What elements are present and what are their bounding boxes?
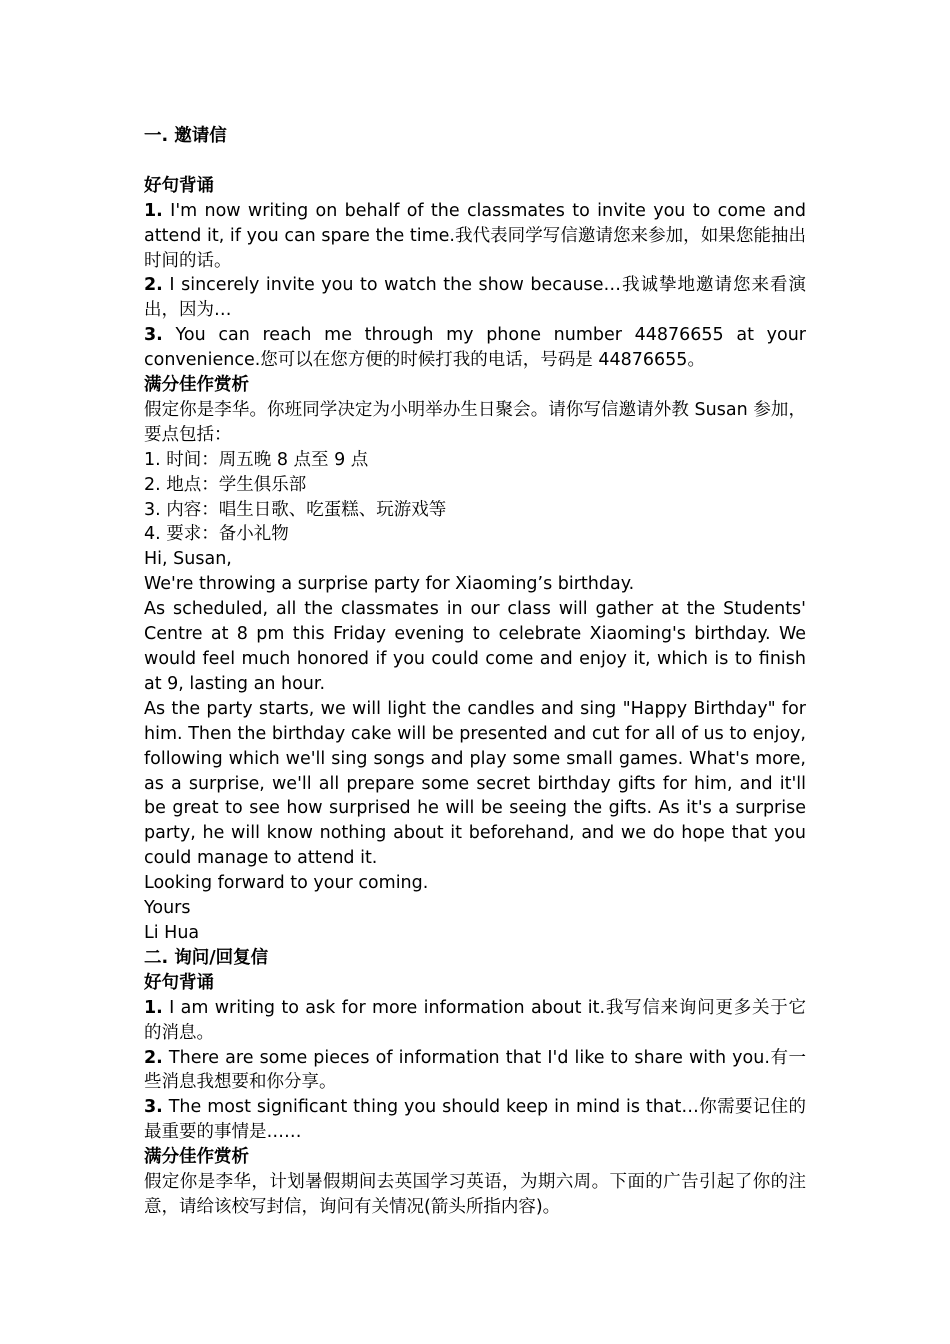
phrase-item xyxy=(144,1046,806,1096)
letter-closing: Yours xyxy=(144,898,191,919)
task-point: 4. 要求：备小礼物 xyxy=(144,524,289,545)
section-title: 一. 邀请信 xyxy=(144,126,227,146)
letter-paragraph: As scheduled, all the classmates in our class will gather at the Students' Centre at 8 pm this Friday evening to celebrate Xiaoming's birthday. We would feel much honored if you could come and enjoy it, which is to finish at 9, lasting an hour. xyxy=(144,599,806,694)
phrase-number: 2. xyxy=(144,275,163,296)
task-point: 1. 时间：周五晚 8 点至 9 点 xyxy=(144,449,369,470)
phrase-number: 1. xyxy=(144,997,163,1018)
letter-signature: Li Hua xyxy=(144,922,200,943)
sample-heading: 满分佳作赏析 xyxy=(144,375,249,396)
phrases-heading: 好句背诵 xyxy=(144,175,214,196)
task-prompt: 假定你是李华。你班同学决定为小明举办生日聚会。请你写信邀请外教 Susan 参加，要点包括： xyxy=(144,399,806,445)
task-prompt: 假定你是李华，计划暑假期间去英国学习英语，为期六周。下面的广告引起了你的注意，请给该校写封信，询问有关情况(箭头所指内容)。 xyxy=(144,1172,806,1217)
letter-paragraph: Looking forward to your coming. xyxy=(144,873,429,894)
phrase-number: 3. xyxy=(144,325,163,346)
phrase-text: I am writing to ask for more information about it.我写信来询问更多关于它的消息。 xyxy=(144,997,806,1043)
phrase-text: I'm now writing on behalf of the classmates to invite you to come and attend it, if you can spare the time.我代表同学写信邀请您来参加，如果您能抽出时间的话。 xyxy=(144,200,806,271)
task-point: 2. 地点：学生俱乐部 xyxy=(144,474,307,495)
letter-paragraph: As the party starts, we will light the candles and sing "Happy Birthday" for him. Then the birthday cake will be presented and cut for all of us to enjoy, following which we'll sing songs and play some small games. What's more, as a surprise, we'll all prepare some secret birthday gifts for him, and it'll be great to see how surprised he will be seeing the gifts. As it's a surprise party, he will know nothing about it beforehand, and we do hope that you could manage to attend it. xyxy=(144,698,806,869)
phrase-text: There are some pieces of information that I'd like to share with you.有一些消息我想要和你分享。 xyxy=(144,1047,806,1093)
sample-heading: 满分佳作赏析 xyxy=(144,1147,249,1168)
section-title: 二. 询问/回复信 xyxy=(144,947,269,968)
phrase-number: 3. xyxy=(144,1097,163,1118)
phrases-heading: 好句背诵 xyxy=(144,972,214,993)
spacer xyxy=(144,149,806,174)
phrase-text: I sincerely invite you to watch the show because…我诚挚地邀请您来看演出，因为… xyxy=(144,275,806,321)
phrase-text: The most significant thing you should keep in mind is that…你需要记住的最重要的事情是…… xyxy=(144,1097,806,1143)
phrase-item xyxy=(144,323,806,373)
phrase-number: 1. xyxy=(144,200,163,221)
document-page xyxy=(144,124,806,1220)
letter-greeting: Hi, Susan, xyxy=(144,549,232,570)
phrase-number: 2. xyxy=(144,1047,163,1068)
phrase-item xyxy=(144,199,806,274)
phrase-item xyxy=(144,273,806,323)
phrase-item xyxy=(144,996,806,1046)
letter-paragraph: We're throwing a surprise party for Xiaoming’s birthday. xyxy=(144,574,635,595)
phrase-item xyxy=(144,1095,806,1145)
phrase-text: You can reach me through my phone number 44876655 at your convenience.您可以在您方便的时候打我的电话，号码是 44876655。 xyxy=(144,325,806,371)
task-point: 3. 内容：唱生日歌、吃蛋糕、玩游戏等 xyxy=(144,499,447,520)
